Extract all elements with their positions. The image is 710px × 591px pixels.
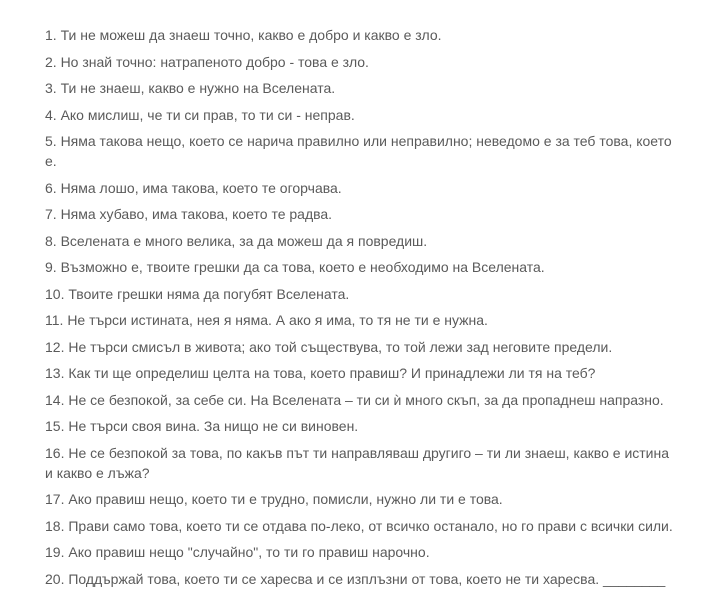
list-item-8: 8. Вселената е много велика, за да можеш да я повредиш. [45,232,428,249]
blank-underline: ________ [599,570,666,587]
list-item-2: 2. Но знай точно: натрапеното добро - това е зло. [45,53,369,70]
list-item-7: 7. Няма хубаво, има такова, което те радва. [45,206,333,222]
list-item-17: 17. Ако правиш нещо, което ти е трудно, помисли, нужно ли ти е това. [45,491,503,507]
list-item-13: 13. Как ти ще определиш целта на това, което правиш? И принадлежи ли тя на теб? [45,365,596,381]
list-item-6: 6. Няма лошо, има такова, което те огорчава. [45,179,342,196]
list-item-4: 4. Ако мислиш, че ти си прав, то ти си - неправ. [45,106,355,123]
list-item-20: 20. Поддържай това, което ти се харесва и се изплъзни от това, което не ти харесва. ________ [45,570,666,587]
list-item-5: 5. Няма такова нещо, което се нарича правилно или неправилно; неведомо е за теб това, което е. [45,133,672,169]
rules-list [45,25,675,589]
list-item-16: 16. Не се безпокой за това, по какъв път ти направляваш другиго – ти ли знаеш, какво е истина и какво е лъжа? [45,444,670,481]
list-item-3: 3. Ти не знаеш, какво е нужно на Вселената. [45,80,336,96]
list-item-1: 1. Ти не можеш да знаеш точно, какво е добро и какво е зло. [45,27,442,43]
list-item-19: 19. Ако правиш нещо "случайно", то ти го правиш нарочно. [45,544,430,560]
list-item-15: 15. Не търси своя вина. За нищо не си виновен. [45,418,359,434]
list-item-9: 9. Възможно е, твоите грешки да са това, което е необходимо на Вселената. [45,259,545,275]
list-item-14: 14. Не се безпокой, за себе си. На Вселената – ти си ѝ много скъп, за да пропаднеш напразно. [45,391,664,408]
list-item-18: 18. Прави само това, което ти се отдава по-леко, от всичко останало, но го прави с всички сили. [45,517,673,534]
list-item-11: 11. Не търси истината, нея я няма. А ако я има, то тя не ти е нужна. [45,312,488,328]
list-item-10: 10. Твоите грешки няма да погубят Вселената. [45,285,350,302]
list-item-12: 12. Не търси смисъл в живота; ако той съществува, то той лежи зад неговите предели. [45,338,613,355]
